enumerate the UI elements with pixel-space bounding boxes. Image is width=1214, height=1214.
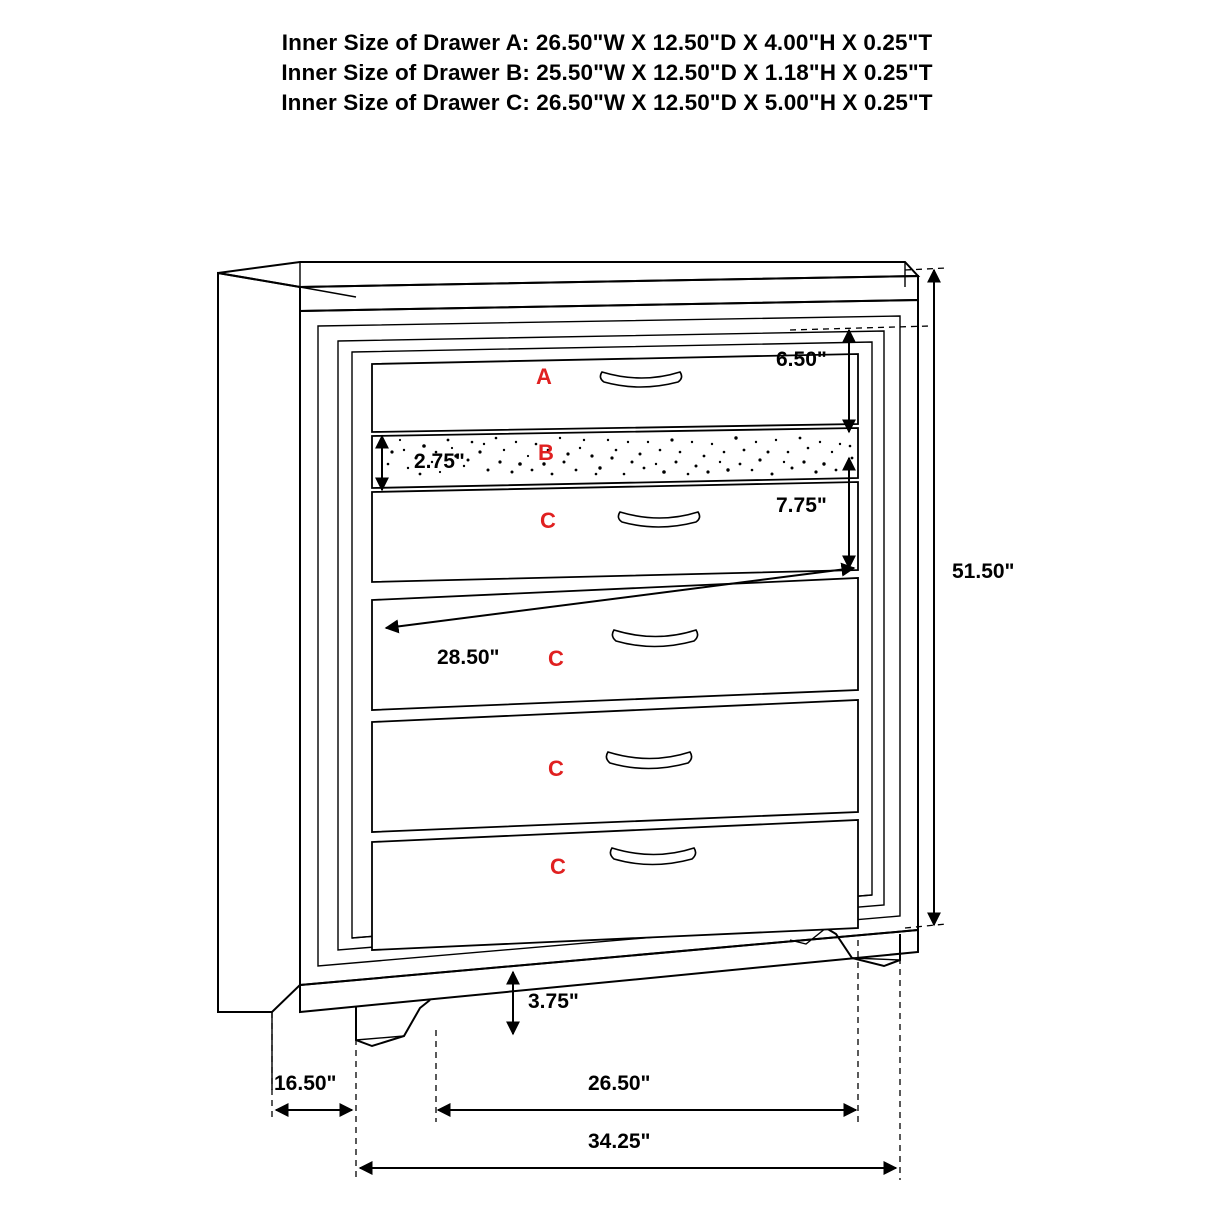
cabinet-side-panel [218, 273, 356, 1090]
drawer-face-c4 [372, 820, 858, 950]
label-depth: 16.50" [274, 1072, 337, 1095]
drawer-label-c3: C [548, 756, 564, 781]
spec-line-drawer-b: Inner Size of Drawer B: 25.50"W X 12.50"D X 1.18"H X 0.25"T [281, 60, 933, 85]
label-drawer-a-height: 6.50" [776, 348, 827, 371]
label-leg-height: 3.75" [528, 990, 579, 1013]
label-front-width: 26.50" [588, 1072, 651, 1095]
drawer-label-c2: C [548, 646, 564, 671]
label-drawer-c-height: 7.75" [776, 494, 827, 517]
dim-total-height [905, 268, 946, 928]
label-total-height: 51.50" [952, 560, 1015, 583]
label-drawer-b-height: 2.75" [414, 450, 465, 473]
drawer-label-b: B [538, 440, 554, 465]
drawer-face-c3 [372, 700, 858, 832]
drawer-label-c4: C [550, 854, 566, 879]
spec-line-drawer-c: Inner Size of Drawer C: 26.50"W X 12.50"D X 5.00"H X 0.25"T [281, 90, 933, 115]
label-overall-width: 34.25" [588, 1130, 651, 1153]
label-inner-width: 28.50" [437, 646, 500, 669]
drawer-label-a: A [536, 364, 552, 389]
drawer-label-c1: C [540, 508, 556, 533]
spec-line-drawer-a: Inner Size of Drawer A: 26.50"W X 12.50"D X 4.00"H X 0.25"T [281, 30, 933, 55]
cabinet-top [218, 262, 918, 311]
